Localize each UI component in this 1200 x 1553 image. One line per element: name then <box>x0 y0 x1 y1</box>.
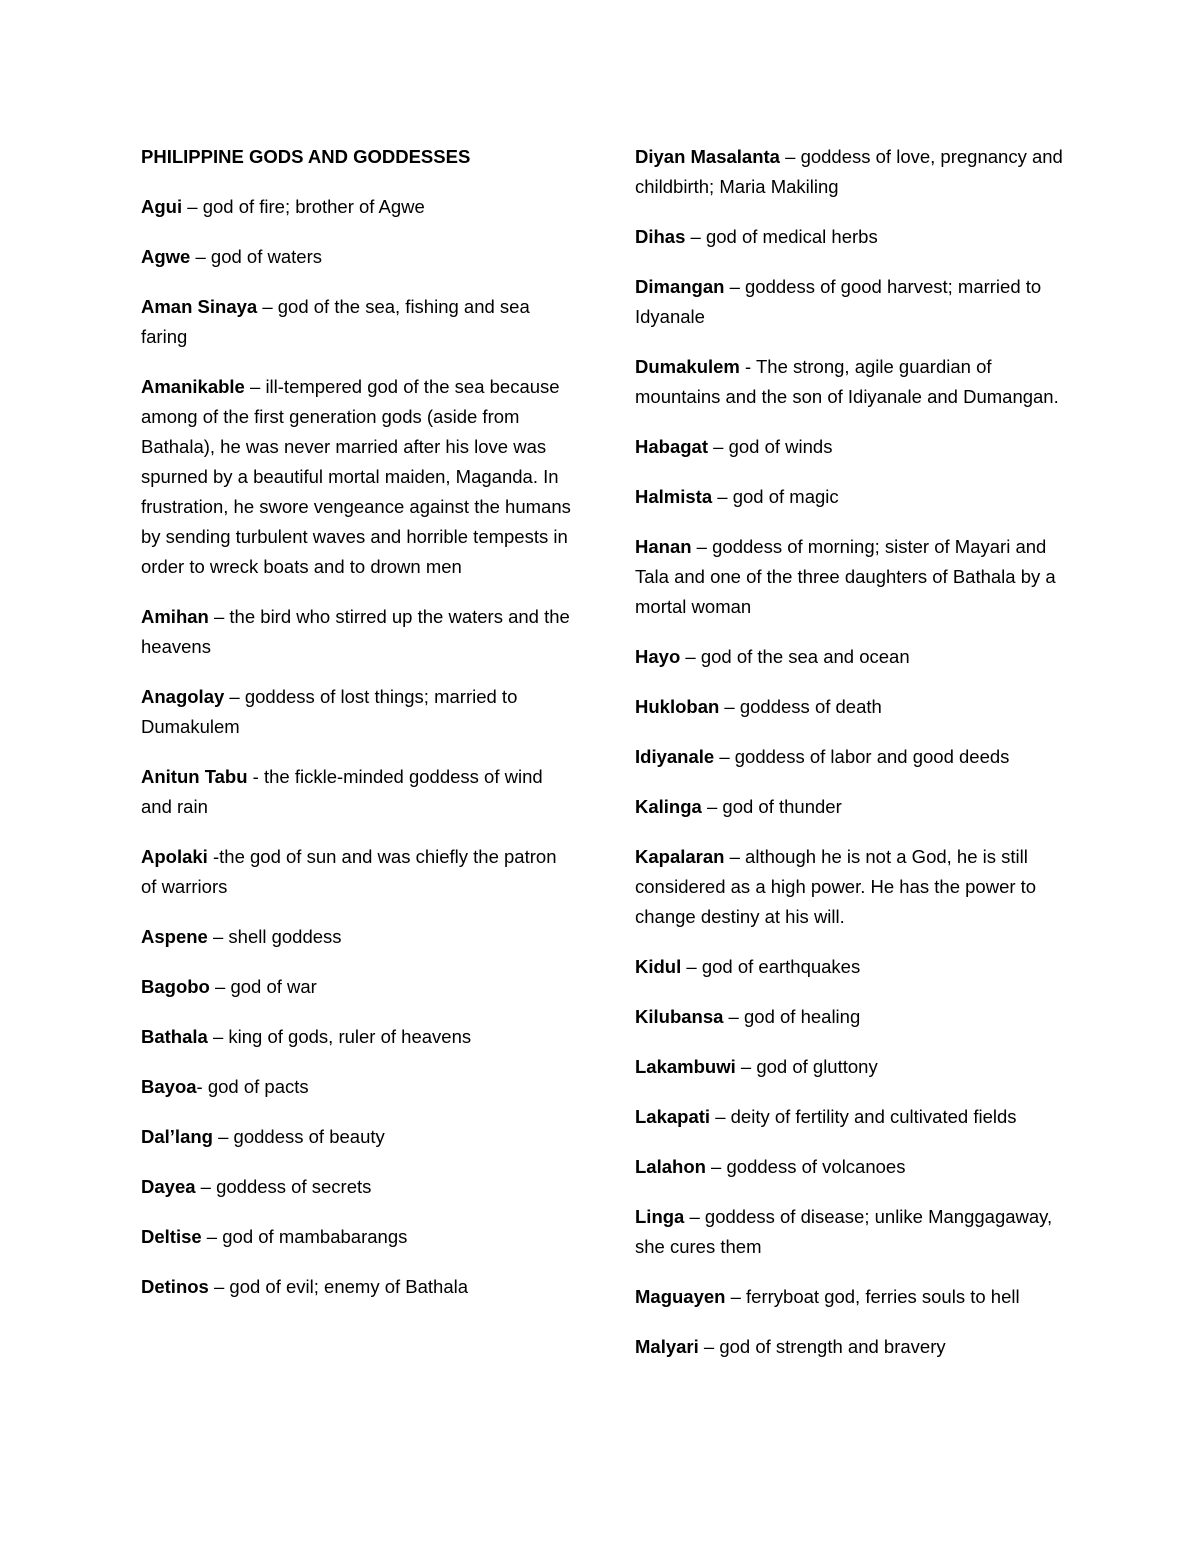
deity-name: Aspene <box>141 926 208 947</box>
deity-entry <box>635 272 1065 332</box>
left-entry-list <box>141 192 571 1302</box>
deity-description: god of pacts <box>207 1076 309 1097</box>
deity-entry <box>635 432 1065 462</box>
deity-entry <box>141 602 571 662</box>
deity-entry <box>635 642 1065 672</box>
entry-separator: – <box>714 746 735 767</box>
entry-separator: – <box>195 1176 217 1197</box>
entry-separator: – <box>685 226 706 247</box>
deity-entry <box>141 372 571 582</box>
entry-separator: – <box>779 146 801 167</box>
entry-separator: – <box>701 796 723 817</box>
entry-separator: – <box>698 1336 720 1357</box>
deity-entry <box>141 192 571 222</box>
deity-description: god of fire; brother of Agwe <box>202 196 425 217</box>
deity-name: Aman Sinaya <box>141 296 258 317</box>
deity-entry <box>635 1332 1065 1362</box>
entry-separator: – <box>212 1126 234 1147</box>
deity-description: god of the sea, fishing and sea faring <box>141 296 530 347</box>
deity-name: Halmista <box>635 486 713 507</box>
deity-entry <box>635 742 1065 772</box>
entry-separator: – <box>724 276 746 297</box>
entry-separator: – <box>257 296 278 317</box>
deity-description: god of medical herbs <box>705 226 878 247</box>
deity-description: the fickle-minded goddess of wind and rain <box>141 766 543 817</box>
deity-description: ferryboat god, ferries souls to hell <box>746 1286 1020 1307</box>
entry-separator: – <box>725 1286 747 1307</box>
deity-entry <box>141 842 571 902</box>
deity-name: Agwe <box>141 246 191 267</box>
deity-entry <box>141 922 571 952</box>
entry-separator: – <box>735 1056 757 1077</box>
deity-entry <box>635 1052 1065 1082</box>
deity-entry <box>635 352 1065 412</box>
deity-description: god of gluttony <box>756 1056 878 1077</box>
deity-name: Kidul <box>635 956 682 977</box>
deity-description: goddess of labor and good deeds <box>734 746 1010 767</box>
deity-description: deity of fertility and cultivated fields <box>730 1106 1017 1127</box>
entry-separator: – <box>724 846 746 867</box>
deity-entry <box>635 1282 1065 1312</box>
deity-name: Kapalaran <box>635 846 725 867</box>
entry-separator: – <box>691 536 713 557</box>
deity-entry <box>141 1022 571 1052</box>
deity-description: god of waters <box>210 246 322 267</box>
deity-description: goddess of disease; unlike Manggagaway, she cures them <box>635 1206 1053 1257</box>
entry-separator: - <box>247 766 264 787</box>
deity-name: Hayo <box>635 646 681 667</box>
deity-entry <box>635 1002 1065 1032</box>
deity-description: god of thunder <box>722 796 842 817</box>
deity-name: Idiyanale <box>635 746 715 767</box>
entry-separator: – <box>684 1206 705 1227</box>
deity-name: Lakambuwi <box>635 1056 736 1077</box>
entry-separator: – <box>224 686 245 707</box>
deity-description: goddess of morning; sister of Mayari and Tala and one of the three daughters of Bathala by a mortal woman <box>635 536 1056 617</box>
deity-name: Amihan <box>141 606 209 627</box>
deity-name: Bagobo <box>141 976 210 997</box>
entry-separator: – <box>680 646 701 667</box>
entry-separator: – <box>710 1106 731 1127</box>
deity-name: Maguayen <box>635 1286 726 1307</box>
deity-name: Deltise <box>141 1226 202 1247</box>
deity-name: Anitun Tabu <box>141 766 248 787</box>
entry-separator: - <box>196 1076 208 1097</box>
deity-name: Amanikable <box>141 376 245 397</box>
deity-name: Hukloban <box>635 696 720 717</box>
entry-separator: – <box>207 926 229 947</box>
deity-entry <box>141 762 571 822</box>
entry-separator: – <box>708 436 729 457</box>
deity-name: Apolaki <box>141 846 208 867</box>
deity-description: goddess of love, pregnancy and childbirth; Maria Makiling <box>635 146 1063 197</box>
entry-separator: – <box>208 1276 230 1297</box>
deity-description: ill-tempered god of the sea because among of the first generation gods (aside from Bathala), he was never married after his love was spurned by a beautiful mortal maiden, Maganda. In frustration, he swore vengeance against the humans by sending turbulent waves and horrible tempests in order to wreck boats and to drown men <box>141 376 571 577</box>
entry-separator: - <box>739 356 756 377</box>
deity-entry <box>635 952 1065 982</box>
deity-name: Detinos <box>141 1276 209 1297</box>
document-title: PHILIPPINE GODS AND GODDESSES <box>141 146 471 167</box>
deity-entry <box>635 1202 1065 1262</box>
deity-entry <box>635 142 1065 202</box>
deity-description: although he is not a God, he is still considered as a high power. He has the power to change destiny at his will. <box>635 846 1037 927</box>
deity-description: god of the sea and ocean <box>700 646 910 667</box>
deity-description: goddess of death <box>739 696 882 717</box>
entry-separator: – <box>182 196 203 217</box>
deity-name: Kalinga <box>635 796 702 817</box>
deity-entry <box>141 292 571 352</box>
right-column <box>635 142 1065 1382</box>
deity-name: Malyari <box>635 1336 699 1357</box>
deity-description: god of healing <box>744 1006 861 1027</box>
deity-entry <box>635 842 1065 932</box>
deity-name: Lalahon <box>635 1156 706 1177</box>
deity-name: Dumakulem <box>635 356 740 377</box>
deity-name: Lakapati <box>635 1106 711 1127</box>
deity-description: goddess of beauty <box>233 1126 385 1147</box>
deity-name: Bathala <box>141 1026 208 1047</box>
deity-entry <box>635 792 1065 822</box>
entry-separator: – <box>712 486 733 507</box>
deity-description: god of mambabarangs <box>222 1226 408 1247</box>
deity-entry <box>141 1222 571 1252</box>
deity-description: god of strength and bravery <box>719 1336 946 1357</box>
deity-entry <box>141 972 571 1002</box>
right-entry-list <box>635 142 1065 1362</box>
deity-entry <box>635 692 1065 722</box>
deity-entry <box>141 1172 571 1202</box>
deity-name: Anagolay <box>141 686 225 707</box>
deity-name: Dimangan <box>635 276 725 297</box>
deity-entry <box>635 532 1065 622</box>
deity-description: The strong, agile guardian of mountains and the son of Idiyanale and Dumangan. <box>635 356 1059 407</box>
entry-separator: – <box>705 1156 727 1177</box>
deity-description: god of magic <box>732 486 839 507</box>
deity-entry <box>635 1152 1065 1182</box>
deity-description: king of gods, ruler of heavens <box>228 1026 472 1047</box>
deity-name: Diyan Masalanta <box>635 146 780 167</box>
entry-separator: – <box>719 696 740 717</box>
deity-description: the bird who stirred up the waters and the heavens <box>141 606 570 657</box>
deity-name: Hanan <box>635 536 692 557</box>
deity-entry <box>141 682 571 742</box>
entry-separator: – <box>681 956 702 977</box>
deity-description: the god of sun and was chiefly the patron of warriors <box>141 846 557 897</box>
entry-separator: – <box>207 1026 229 1047</box>
deity-entry <box>141 1272 571 1302</box>
deity-name: Bayoa <box>141 1076 197 1097</box>
deity-name: Linga <box>635 1206 685 1227</box>
deity-description: goddess of good harvest; married to Idyanale <box>635 276 1042 327</box>
deity-entry <box>141 242 571 272</box>
entry-separator: – <box>201 1226 223 1247</box>
deity-name: Kilubansa <box>635 1006 724 1027</box>
deity-name: Dihas <box>635 226 686 247</box>
deity-entry <box>141 1122 571 1152</box>
deity-description: god of war <box>230 976 317 997</box>
deity-description: goddess of volcanoes <box>726 1156 906 1177</box>
deity-entry <box>635 222 1065 252</box>
entry-separator: – <box>244 376 266 397</box>
deity-entry <box>141 1072 571 1102</box>
left-column <box>141 142 571 1322</box>
entry-separator: – <box>190 246 211 267</box>
deity-name: Dayea <box>141 1176 196 1197</box>
deity-entry <box>635 1102 1065 1132</box>
deity-description: shell goddess <box>228 926 342 947</box>
entry-separator: – <box>208 606 230 627</box>
deity-description: god of evil; enemy of Bathala <box>229 1276 469 1297</box>
entry-separator: – <box>209 976 231 997</box>
deity-description: god of winds <box>728 436 833 457</box>
deity-name: Agui <box>141 196 183 217</box>
entry-separator: – <box>723 1006 744 1027</box>
deity-name: Dal’lang <box>141 1126 213 1147</box>
deity-description: goddess of secrets <box>216 1176 372 1197</box>
deity-description: goddess of lost things; married to Dumakulem <box>141 686 518 737</box>
entry-separator: - <box>207 846 220 867</box>
deity-description: god of earthquakes <box>701 956 861 977</box>
deity-name: Habagat <box>635 436 708 457</box>
deity-entry <box>635 482 1065 512</box>
